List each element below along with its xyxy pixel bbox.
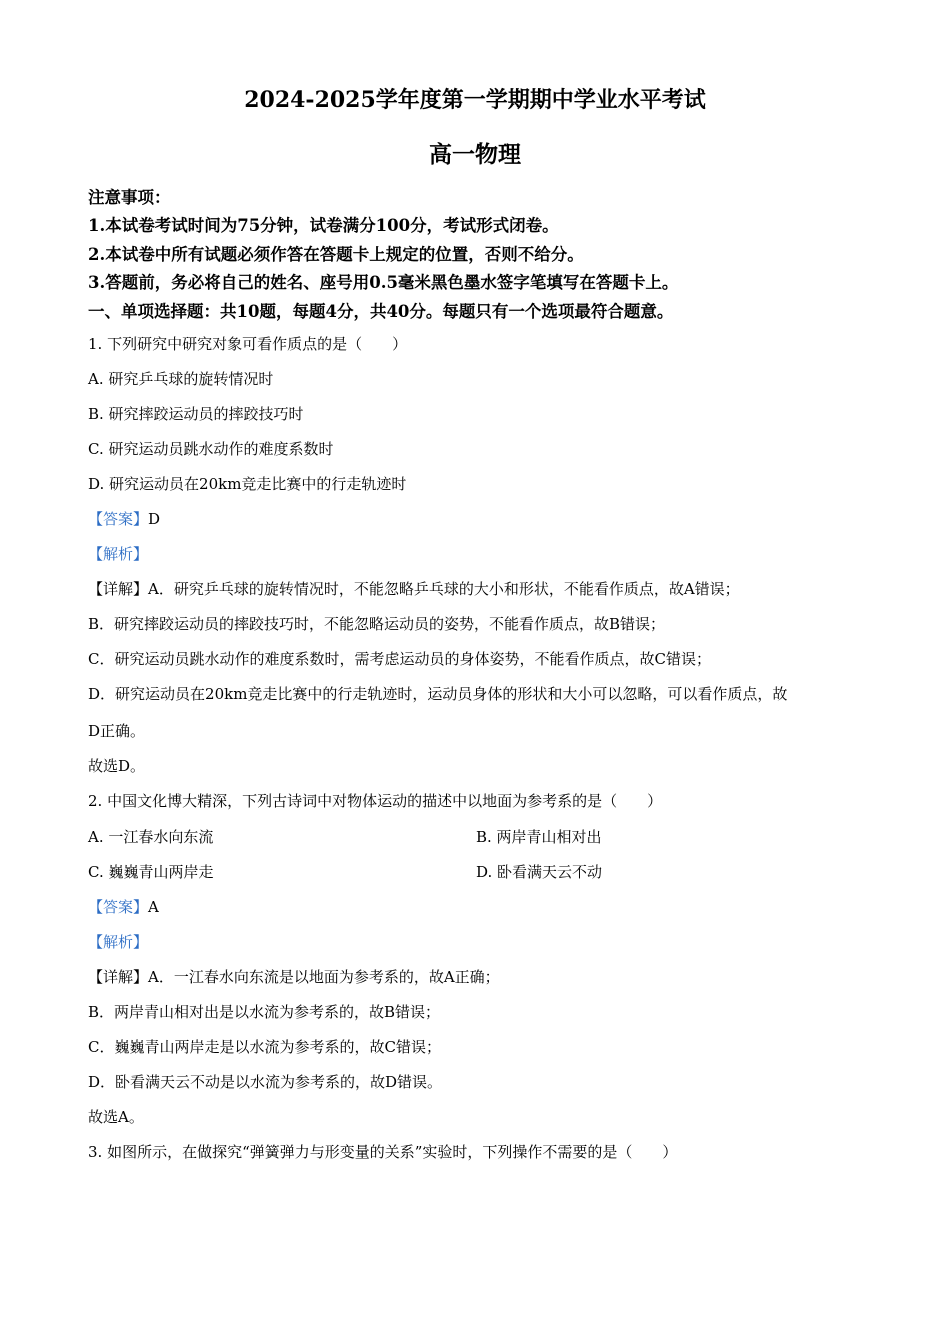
q2-answer-value: A xyxy=(148,898,159,916)
q2-conclusion: 故选A。 xyxy=(88,1108,144,1126)
q3-stem: 3. 如图所示，在做探究“弹簧弹力与形变量的关系”实验时，下列操作不需要的是（ ） xyxy=(88,1143,678,1161)
q2-detail-text-1: A．一江春水向东流是以地面为参考系的，故A正确； xyxy=(148,968,500,986)
section-heading: 一、单项选择题：共10题，每题4分，共40分。每题只有一个选项最符合题意。 xyxy=(88,302,674,321)
q1-answer-value: D xyxy=(148,510,161,528)
q1-detail-3: C．研究运动员跳水动作的难度系数时，需考虑运动员的身体姿势，不能看作质点，故C错误； xyxy=(88,650,711,668)
q2-option-c: C. 巍巍青山两岸走 xyxy=(88,863,214,881)
q2-analysis-label: 【解析】 xyxy=(88,933,149,951)
q1-detail-text-1: A．研究乒乓球的旋转情况时，不能忽略乒乓球的大小和形状，不能看作质点，故A错误； xyxy=(148,580,740,598)
q1-stem: 1. 下列研究中研究对象可看作质点的是（ ） xyxy=(88,335,408,353)
q2-option-a: A. 一江春水向东流 xyxy=(88,828,214,846)
notice-item-3: 3.答题前，务必将自己的姓名、座号用0.5毫米黑色墨水签字笔填写在答题卡上。 xyxy=(88,273,679,292)
q2-detail-1 xyxy=(88,967,890,987)
q1-option-a: A. 研究乒乓球的旋转情况时 xyxy=(88,370,274,388)
q2-answer-label: 【答案】 xyxy=(88,898,149,916)
q1-detail-5: D正确。 xyxy=(88,722,146,740)
exam-subject: 高一物理 xyxy=(429,141,521,168)
q1-option-d: D. 研究运动员在20km竞走比赛中的行走轨迹时 xyxy=(88,475,407,493)
notice-item-2: 2.本试卷中所有试题必须作答在答题卡上规定的位置，否则不给分。 xyxy=(88,245,584,264)
q2-option-b: B. 两岸青山相对出 xyxy=(476,828,602,846)
q1-detail-4: D．研究运动员在20km竞走比赛中的行走轨迹时，运动员身体的形状和大小可以忽略，可以看作质点，故 xyxy=(88,685,788,703)
q1-answer-label: 【答案】 xyxy=(88,510,149,528)
q1-option-b: B. 研究摔跤运动员的摔跤技巧时 xyxy=(88,405,304,423)
q2-answer xyxy=(88,897,890,917)
q1-detail-1 xyxy=(88,579,890,599)
q1-detail-label: 【详解】 xyxy=(88,580,149,598)
notice-item-1: 1.本试卷考试时间为75分钟，试卷满分100分，考试形式闭卷。 xyxy=(88,216,559,235)
q2-detail-4: D．卧看满天云不动是以水流为参考系的，故D错误。 xyxy=(88,1073,443,1091)
q1-analysis-label: 【解析】 xyxy=(88,545,149,563)
q2-detail-2: B．两岸青山相对出是以水流为参考系的，故B错误； xyxy=(88,1003,441,1021)
q1-detail-2: B．研究摔跤运动员的摔跤技巧时，不能忽略运动员的姿势，不能看作质点，故B错误； xyxy=(88,615,666,633)
notice-heading: 注意事项： xyxy=(88,188,171,207)
q1-answer xyxy=(88,509,890,529)
q1-conclusion: 故选D。 xyxy=(88,757,146,775)
q2-stem: 2. 中国文化博大精深，下列古诗词中对物体运动的描述中以地面为参考系的是（ ） xyxy=(88,792,663,810)
q2-detail-3: C．巍巍青山两岸走是以水流为参考系的，故C错误； xyxy=(88,1038,441,1056)
exam-title: 2024-2025学年度第一学期期中学业水平考试 xyxy=(244,87,706,113)
q2-detail-label: 【详解】 xyxy=(88,968,149,986)
q2-option-d: D. 卧看满天云不动 xyxy=(476,863,603,881)
q1-option-c: C. 研究运动员跳水动作的难度系数时 xyxy=(88,440,334,458)
